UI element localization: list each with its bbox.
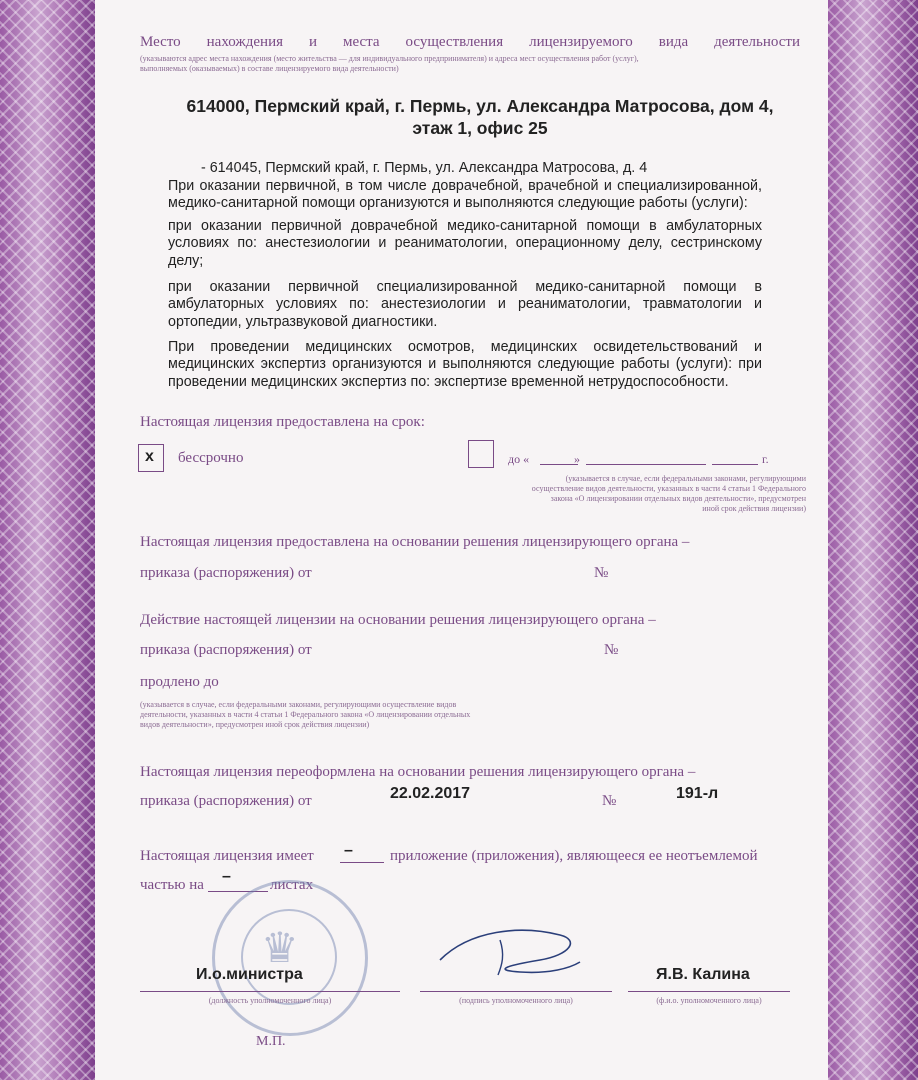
appendix-prefix: Настоящая лицензия имеет xyxy=(140,848,314,864)
name-caption: (ф.и.о. уполномоченного лица) xyxy=(656,996,762,1005)
appendix-part-prefix: частью на xyxy=(140,877,204,893)
term-note-line3: закона «О лицензировании отдельных видов деятельности», предусмотрен xyxy=(550,494,806,503)
extension-note-line2: деятельности, указанных в части 4 статьи 1 Федерального закона «О лицензировании отдельных xyxy=(140,710,471,719)
section-subtitle-line2: выполняемых (оказываемых) в составе лицензируемого вида деятельности) xyxy=(140,64,399,73)
extension-note-line1: (указывается в случае, если федеральными законами, регулирующими осуществление видов xyxy=(140,700,457,709)
decorative-border-right xyxy=(828,0,918,1080)
appendix-count: – xyxy=(344,842,353,859)
term-until-prefix: до « xyxy=(508,452,530,466)
appendix-sheets: – xyxy=(222,868,231,885)
basis-number-sign: № xyxy=(594,565,609,581)
term-until-checkbox[interactable] xyxy=(468,440,494,468)
term-indefinite-checkbox[interactable] xyxy=(138,444,164,472)
license-address-line2: этаж 1, офис 25 xyxy=(412,118,548,138)
reissue-number-sign: № xyxy=(602,793,617,809)
services-paragraph-3: при оказании первичной специализированной медико-санитарной помощи в амбулаторных условиях по: анестезиологии и реаниматологии, травматологии и ортопедии, ультразвуковой диагностики. xyxy=(168,279,762,330)
extension-note-line3: видов деятельности», предусмотрен иной срок действия лицензии) xyxy=(140,720,370,729)
signatory-position: И.о.министра xyxy=(196,966,303,983)
term-note-line1: (указывается в случае, если федеральными законами, регулирующими xyxy=(565,474,806,483)
services-paragraph-4: При проведении медицинских осмотров, медицинских освидетельствований и медицинских экспертиз организуются и выполняются следующие работы (услуги): при проведении медицинских экспертиз по: экспертизе временной нетрудоспособности. xyxy=(168,339,762,390)
seal-label: М.П. xyxy=(256,1034,286,1049)
services-paragraph-1: При оказании первичной, в том числе доврачебной, врачебной и специализированной, медико-санитарной помощи организуются и выполняются следующие работы (услуги): xyxy=(168,178,762,212)
position-caption: (должность уполномоченного лица) xyxy=(208,996,332,1005)
license-address-line1: 614000, Пермский край, г. Пермь, ул. Александра Матросова, дом 4, xyxy=(186,96,774,116)
signature-line xyxy=(420,991,612,992)
appendix-suffix: приложение (приложения), являющееся ее неотъемлемой xyxy=(390,848,758,864)
signature-caption: (подпись уполномоченного лица) xyxy=(459,996,573,1005)
basis-label: Настоящая лицензия предоставлена на основании решения лицензирующего органа – xyxy=(140,534,690,550)
signatory-name: Я.В. Калина xyxy=(656,966,750,983)
basis-order: приказа (распоряжения) от xyxy=(140,565,312,581)
reissue-order: приказа (распоряжения) от xyxy=(140,793,312,809)
term-note-line2: осуществление видов деятельности, указанных в части 4 статьи 1 Федерального xyxy=(531,484,806,493)
reissue-label: Настоящая лицензия переоформлена на основании решения лицензирующего органа – xyxy=(140,764,696,780)
reissue-date: 22.02.2017 xyxy=(390,785,471,802)
term-year-suffix: г. xyxy=(762,452,769,466)
section-subtitle-line1: (указываются адрес места нахождения (место жительства — для индивидуального предпринимателя) и адреса мест осуществления работ (услуг), xyxy=(140,54,639,63)
term-label: Настоящая лицензия предоставлена на срок: xyxy=(140,414,425,430)
extension-order: приказа (распоряжения) от xyxy=(140,642,312,658)
extension-extended-until: продлено до xyxy=(140,674,219,690)
services-paragraph-2: при оказании первичной доврачебной медико-санитарной помощи в амбулаторных условиях по: анестезиологии и реаниматологии, операционному делу, сестринскому делу; xyxy=(168,218,762,269)
official-seal xyxy=(212,880,368,1036)
appendix-part-suffix: листах xyxy=(270,877,314,893)
activity-address: - 614045, Пермский край, г. Пермь, ул. Александра Матросова, д. 4 xyxy=(201,160,648,176)
term-until-month-blank xyxy=(586,464,706,465)
section-title: Место нахождения и места осуществления лицензируемого вида деятельности xyxy=(140,34,800,50)
eagle-emblem-icon: ♛ xyxy=(261,923,299,972)
checkbox-mark: x xyxy=(145,448,154,465)
reissue-number: 191-л xyxy=(676,785,719,802)
term-until-day-blank xyxy=(540,464,578,465)
term-indefinite-label: бессрочно xyxy=(178,450,244,466)
decorative-border-left xyxy=(0,0,95,1080)
term-note-line4: иной срок действия лицензии) xyxy=(702,504,806,513)
extension-label: Действие настоящей лицензии на основании решения лицензирующего органа – xyxy=(140,612,656,628)
position-line xyxy=(140,991,400,992)
term-until-year-blank xyxy=(712,464,758,465)
extension-number-sign: № xyxy=(604,642,619,658)
handwritten-signature xyxy=(430,910,590,990)
name-line xyxy=(628,991,790,992)
term-until-quote: » xyxy=(574,452,580,466)
appendix-count-blank xyxy=(340,862,384,863)
